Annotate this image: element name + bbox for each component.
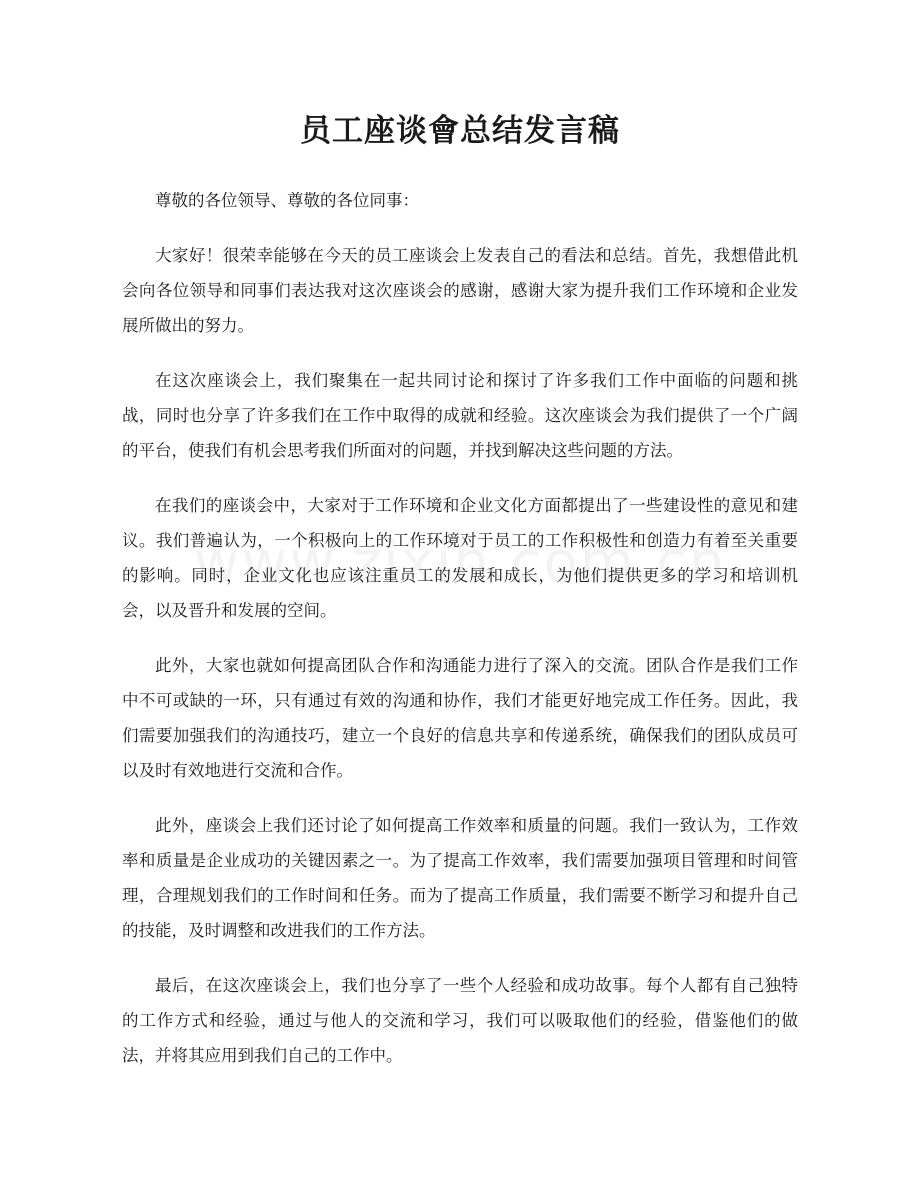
document-title: 员工座谈會总结发言稿 [300,113,620,149]
paragraph-teamwork: 此外，大家也就如何提高团队合作和沟通能力进行了深入的交流。团队合作是我们工作中不可或缺的一环，只有通过有效的沟通和协作，我们才能更好地完成工作任务。因此，我们需要加强我们的沟通技巧，建立一个良好的信息共享和传递系统，确保我们的团队成员可以及时有效地进行交流和合作。 [122,656,798,780]
paragraph-environment: 在我们的座谈会中，大家对于工作环境和企业文化方面都提出了一些建设性的意见和建议。我们普遍认为，一个积极向上的工作环境对于员工的工作积极性和创造力有着至关重要的影响。同时，企业文化也应该注重员工的发展和成长，为他们提供更多的学习和培训机会，以及晋升和发展的空间。 [122,496,798,620]
paragraph-greeting: 大家好！很荣幸能够在今天的员工座谈会上发表自己的看法和总结。首先，我想借此机会向各位领导和同事们表达我对这次座谈会的感谢，感谢大家为提升我们工作环境和企业发展所做出的努力。 [122,246,798,335]
document-body [122,183,798,1093]
salutation: 尊敬的各位领导、尊敬的各位同事： [155,191,419,210]
paragraph-discussion: 在这次座谈会上，我们聚集在一起共同讨论和探讨了许多我们工作中面临的问题和挑战，同时也分享了许多我们在工作中取得的成就和经验。这次座谈会为我们提供了一个广阔的平台，使我们有机会思考我们所面对的问题，并找到解决这些问题的方法。 [122,371,798,460]
paragraph-closing: 最后，在这次座谈会上，我们也分享了一些个人经验和成功故事。每个人都有自己独特的工作方式和经验，通过与他人的交流和学习，我们可以吸取他们的经验，借鉴他们的做法，并将其应用到我们自己的工作中。 [122,976,798,1065]
paragraph-efficiency: 此外，座谈会上我们还讨论了如何提高工作效率和质量的问题。我们一致认为，工作效率和质量是企业成功的关键因素之一。为了提高工作效率，我们需要加强项目管理和时间管理，合理规划我们的工作时间和任务。而为了提高工作质量，我们需要不断学习和提升自己的技能，及时调整和改进我们的工作方法。 [122,816,798,940]
